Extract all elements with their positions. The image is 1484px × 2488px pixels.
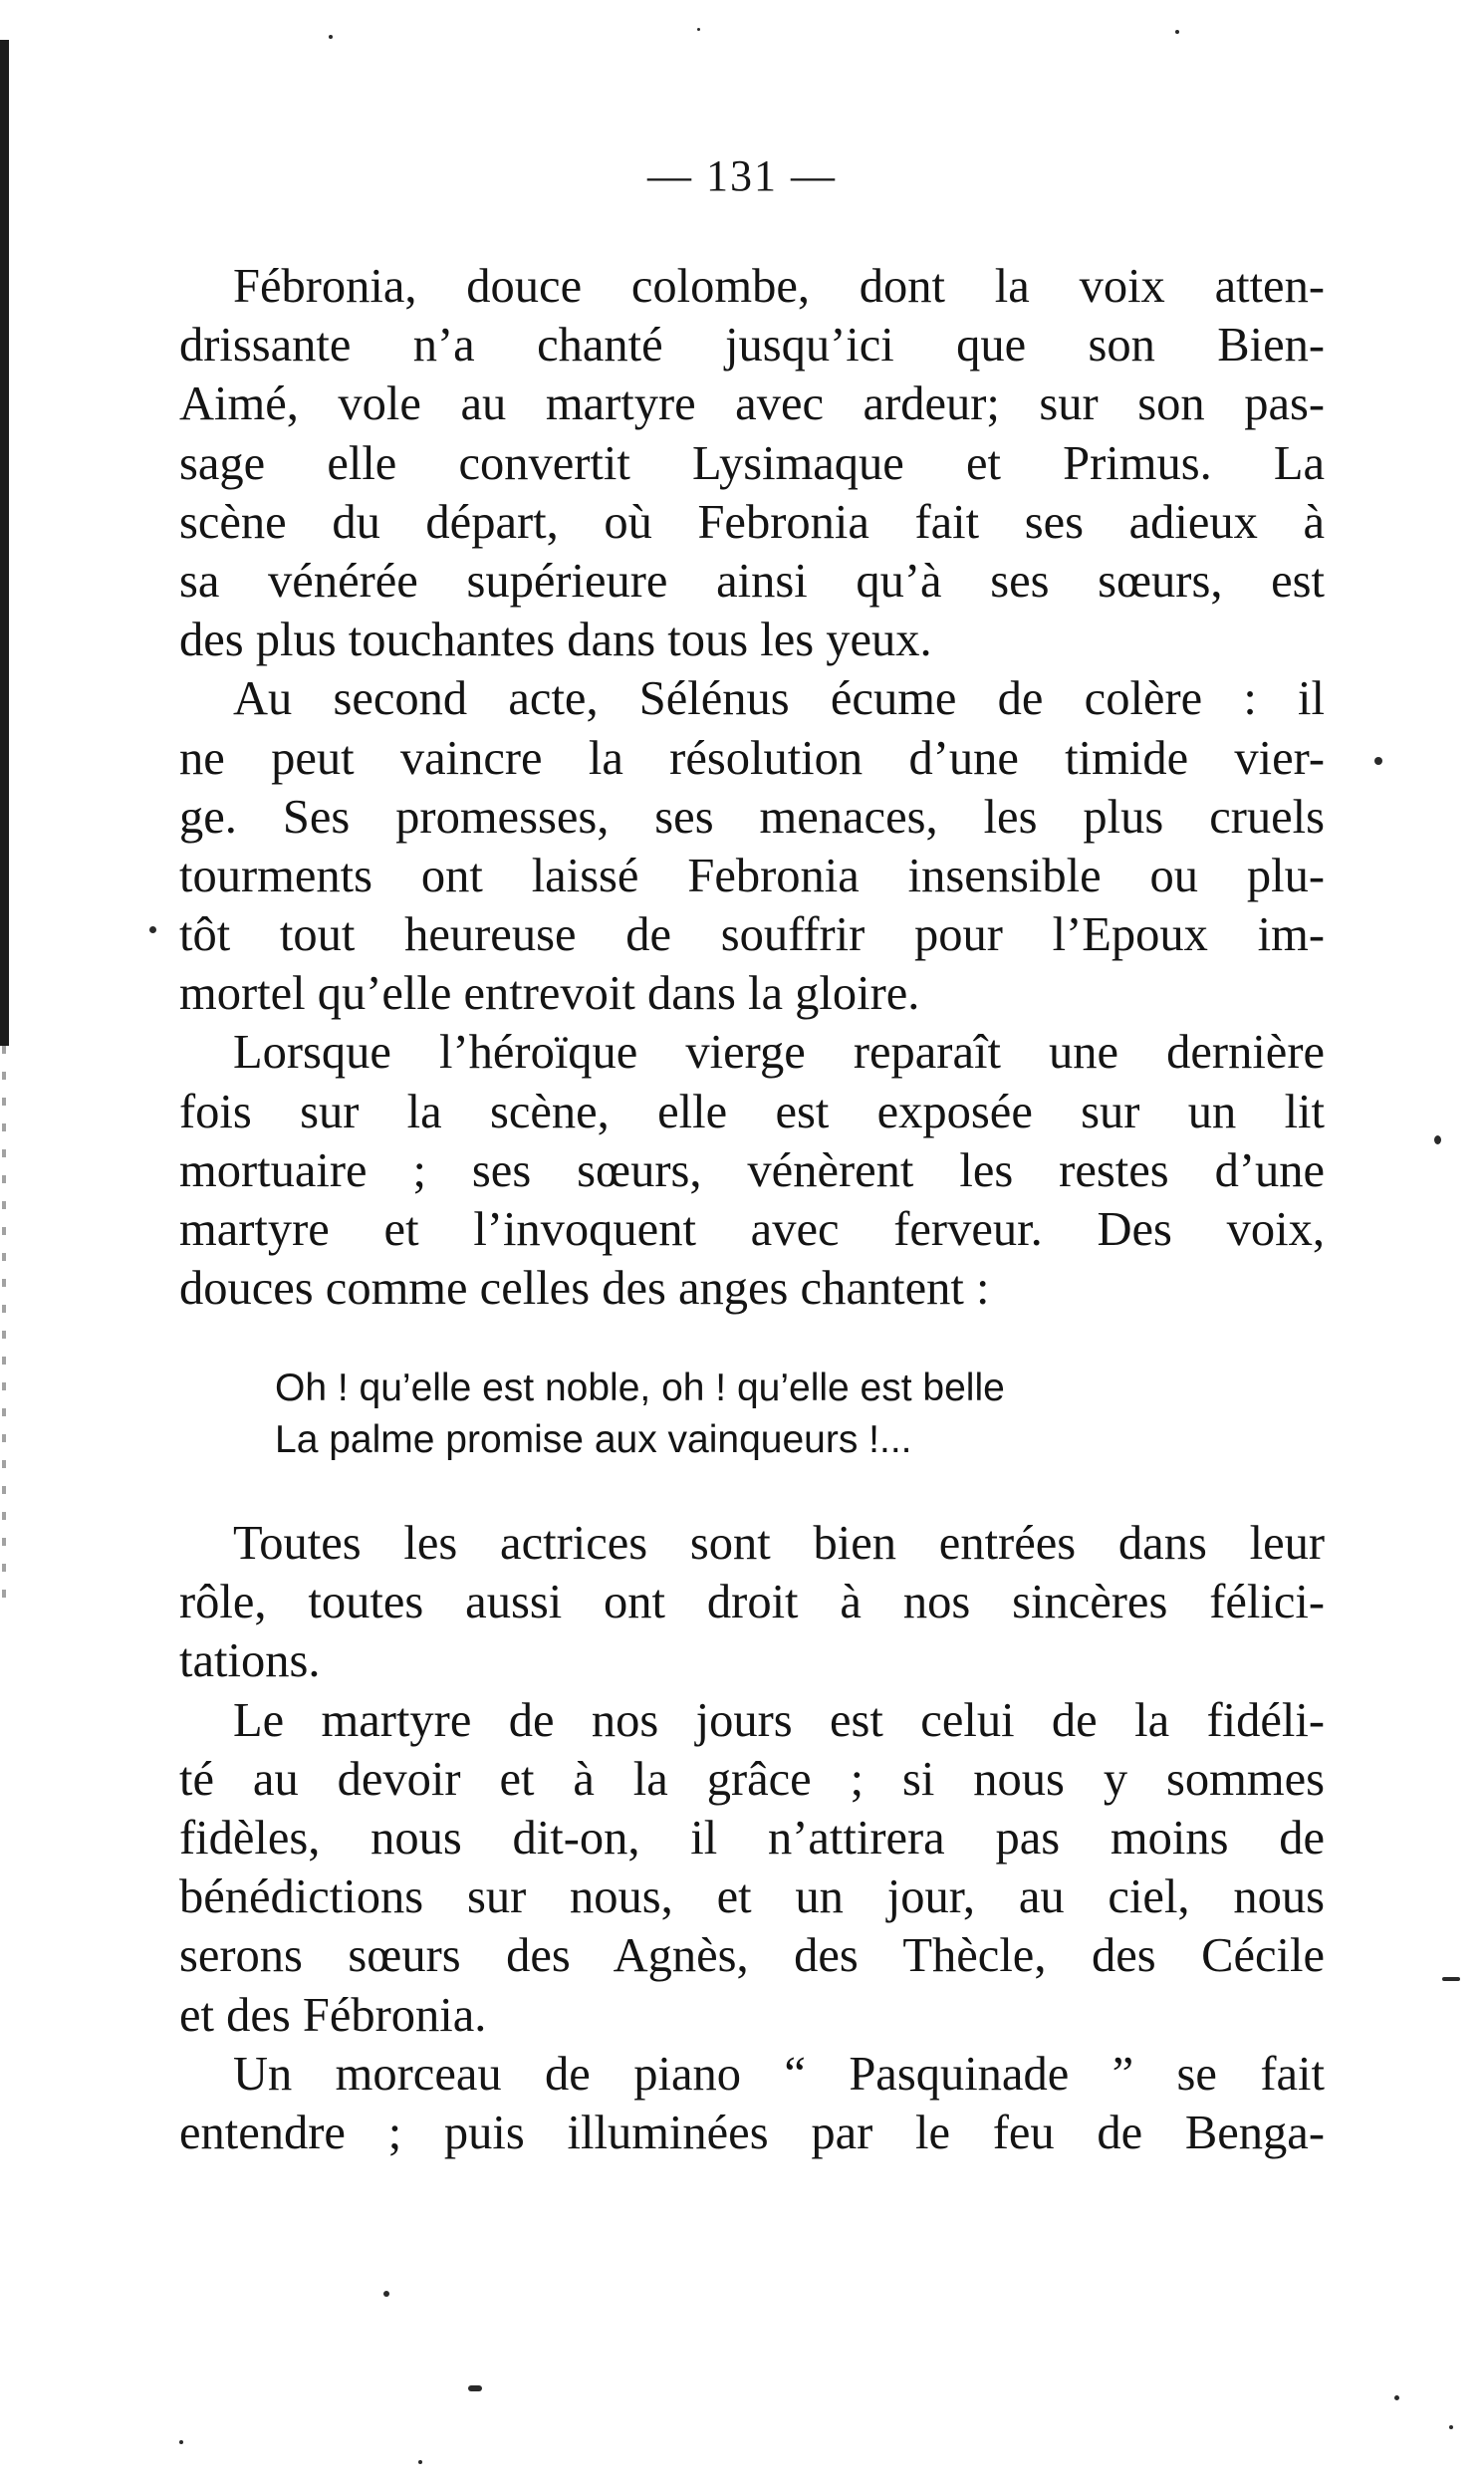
text-line: entendre ; puis illuminées par le feu de Benga- [179,2106,1325,2159]
binding-edge-faint [2,1046,6,1604]
scan-speck [1374,757,1382,765]
text-line: rôle, toutes aussi ont droit à nos sincères félici- [179,1576,1325,1629]
text-line: fidèles, nous dit-on, il n’attirera pas moins de [179,1811,1325,1865]
page-number: — 131 — [647,151,837,200]
text-line: drissante n’a chanté jusqu’ici que son Bien- [179,319,1325,373]
scan-speck [1449,2425,1453,2429]
text-line: sage elle convertit Lysimaque et Primus. La [179,436,1325,490]
scan-speck [697,28,700,31]
scan-speck [468,2385,482,2391]
text-line: tôt tout heureuse de souffrir pour l’Epoux im- [179,908,1325,962]
text-line: douces comme celles des anges chantent : [179,1262,990,1316]
text-block-bottom [179,1514,1325,2162]
text-line: ne peut vaincre la résolution d’une timide vier- [179,731,1325,785]
scan-speck [1394,2395,1399,2400]
text-line: des plus touchantes dans tous les yeux. [179,614,932,667]
scan-speck [1175,30,1179,34]
scan-speck [418,2460,422,2464]
text-line: Un morceau de piano “ Pasquinade ” se fait [233,2047,1325,2101]
text-line: té au devoir et à la grâce ; si nous y sommes [179,1752,1325,1806]
scan-speck [329,35,333,39]
scan-speck [179,2440,183,2444]
text-line: tourments ont laissé Febronia insensible ou plu- [179,849,1325,902]
text-line: mortel qu’elle entrevoit dans la gloire. [179,967,920,1021]
text-line: martyre et l’invoquent avec ferveur. Des voix, [179,1203,1325,1256]
verse-line: La palme promise aux vainqueurs !... [275,1418,912,1461]
text-line: mortuaire ; ses sœurs, vénèrent les restes d’une [179,1143,1325,1197]
text-line: Au second acte, Sélénus écume de colère : il [233,672,1325,726]
scan-speck [383,2291,389,2297]
verse-quote [275,1363,1005,1466]
text-line: et des Fébronia. [179,1988,487,2042]
scan-speck [1442,1977,1460,1981]
text-line: ge. Ses promesses, ses menaces, les plus cruels [179,790,1325,844]
text-line: Fébronia, douce colombe, dont la voix atten- [233,260,1325,313]
text-line: Toutes les actrices sont bien entrées dans leur [233,1517,1325,1570]
text-line: bénédictions sur nous, et un jour, au ciel, nous [179,1870,1325,1924]
text-line: serons sœurs des Agnès, des Thècle, des Cécile [179,1929,1325,1983]
text-line: sa vénérée supérieure ainsi qu’à ses sœurs, est [179,554,1325,608]
text-line: Aimé, vole au martyre avec ardeur; sur son pas- [179,377,1325,431]
text-line: Le martyre de nos jours est celui de la fidéli- [233,1693,1325,1747]
text-block-top [179,257,1325,1318]
text-line: scène du départ, où Febronia fait ses adieux à [179,495,1325,549]
scan-speck [149,926,156,933]
scan-speck [1434,1135,1441,1144]
verse-line: Oh ! qu’elle est noble, oh ! qu’elle est belle [275,1367,1005,1409]
text-line: fois sur la scène, elle est exposée sur un lit [179,1085,1325,1138]
text-line: Lorsque l’héroïque vierge reparaît une dernière [233,1026,1325,1080]
text-line: tations. [179,1634,321,1688]
